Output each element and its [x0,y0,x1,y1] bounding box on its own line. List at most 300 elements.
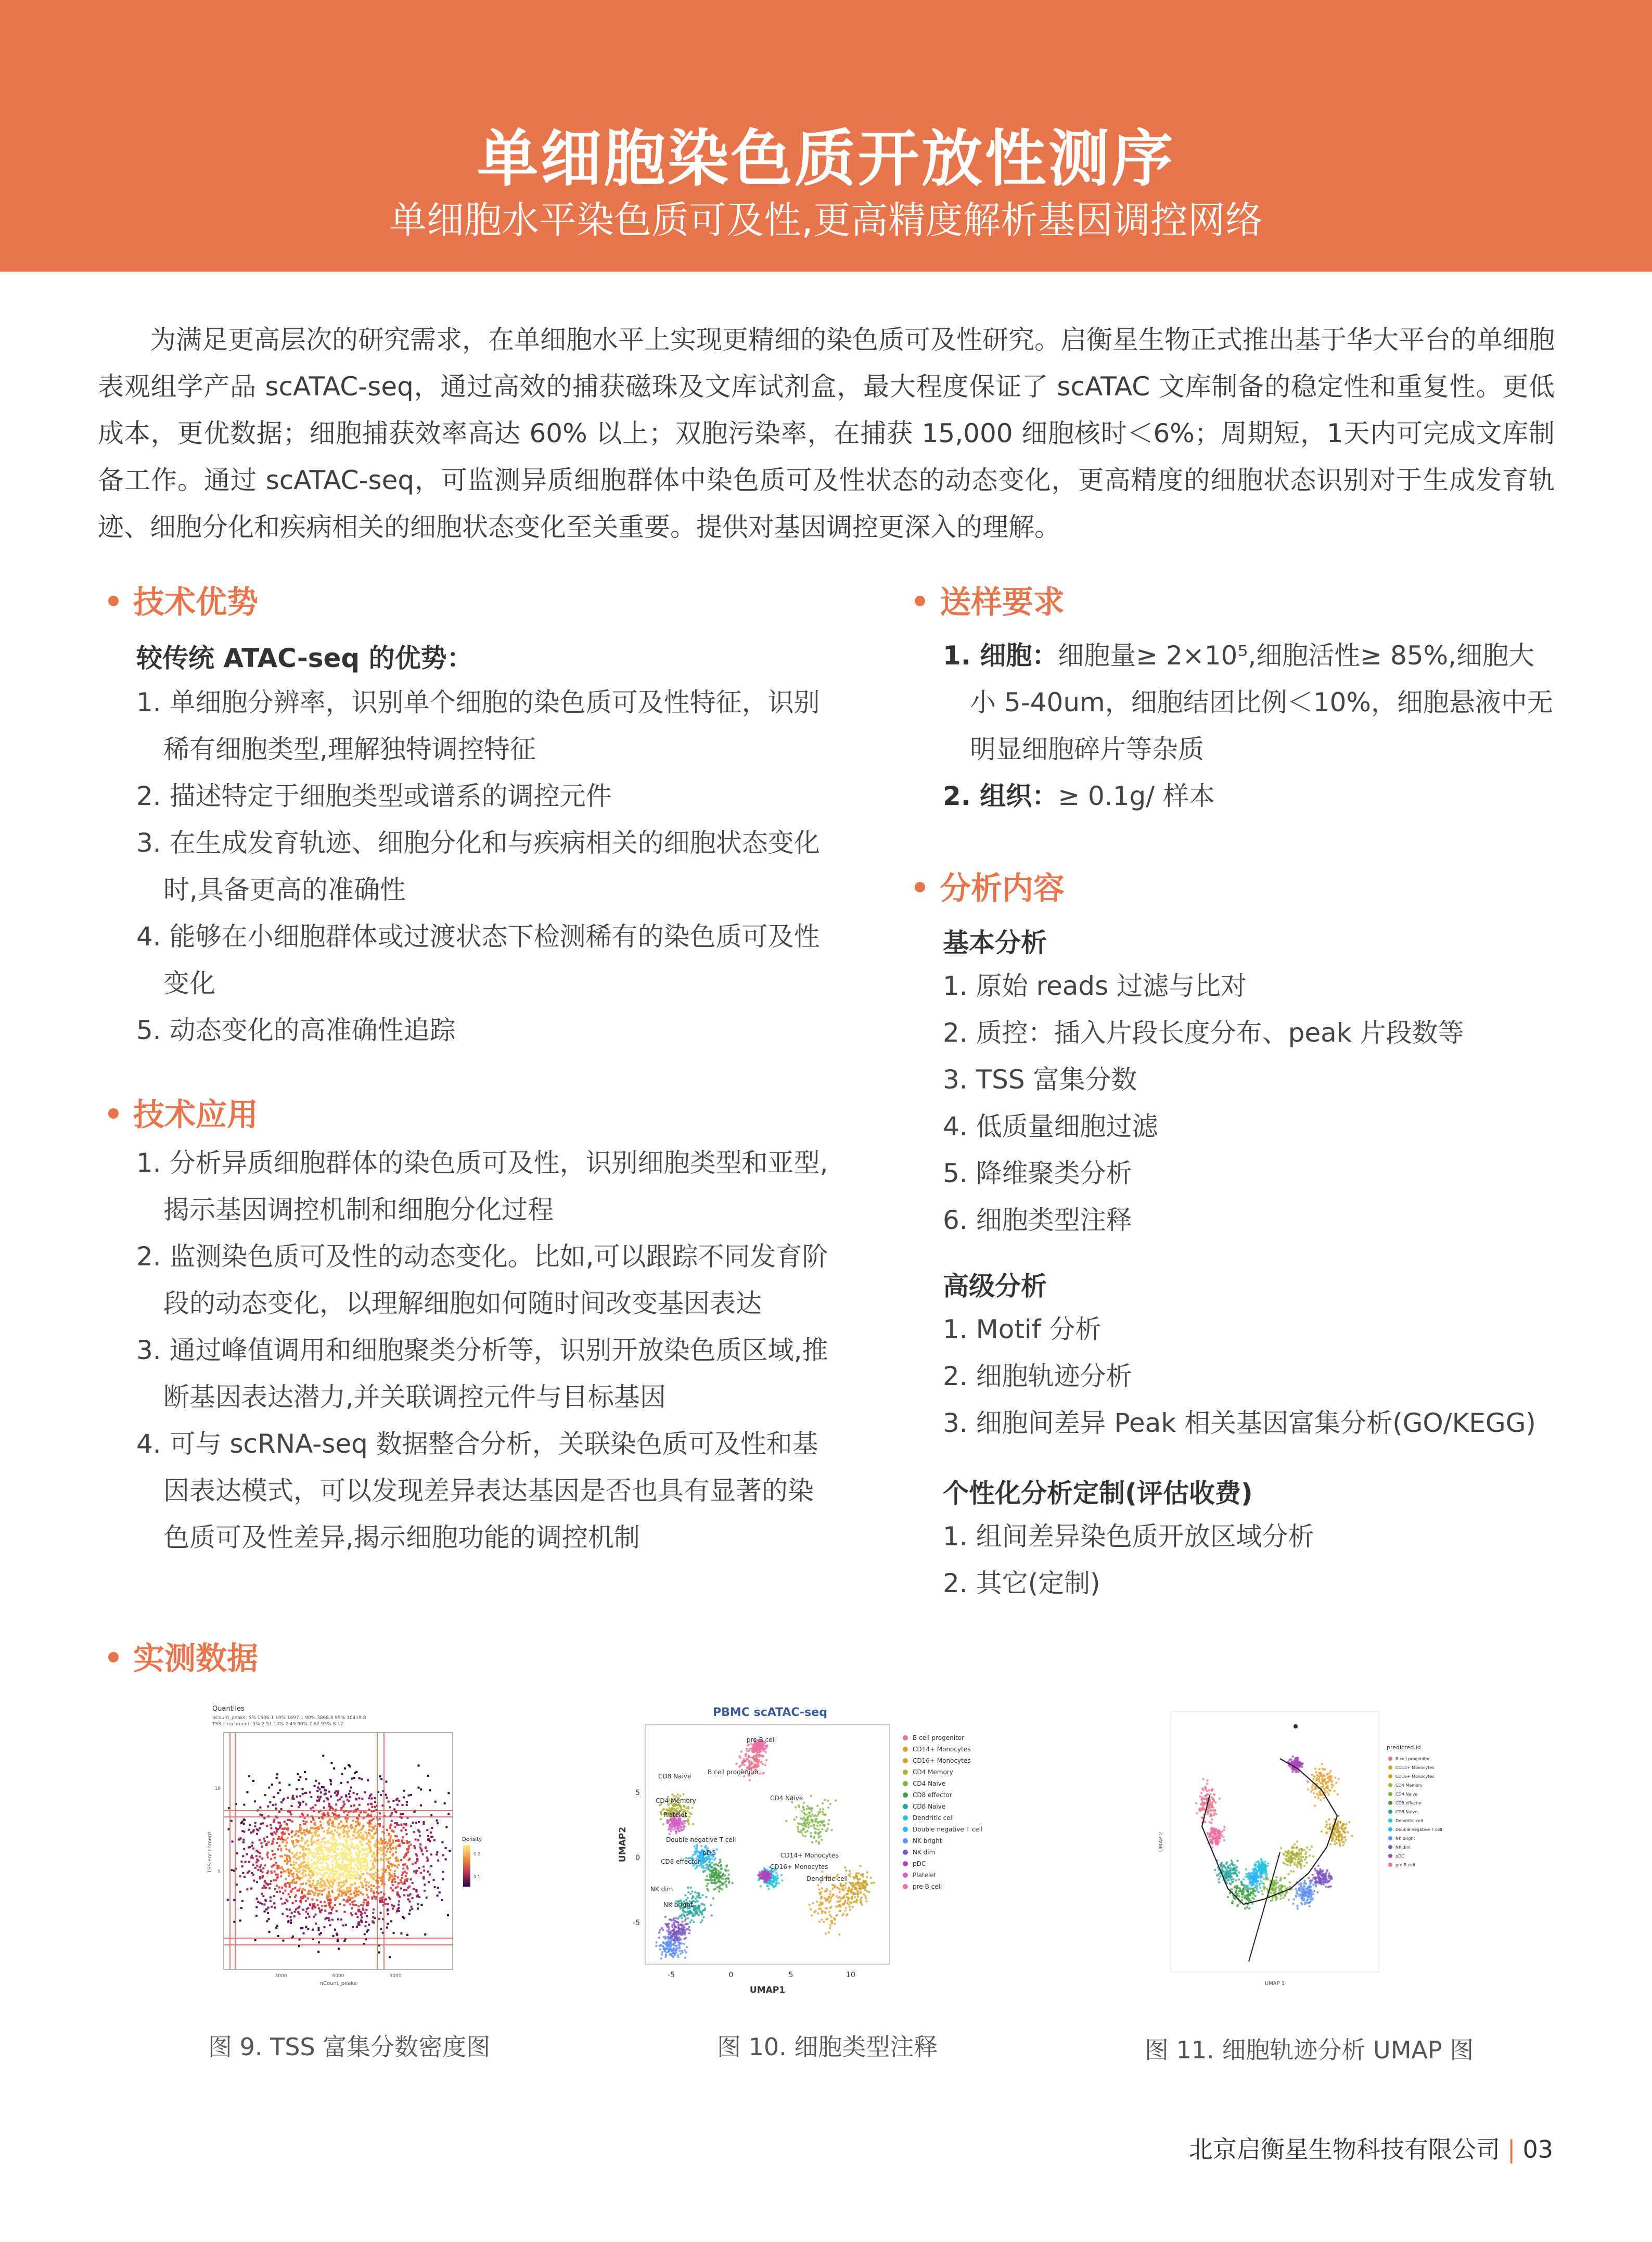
fig2-point [825,1890,827,1892]
fig1-point [341,1875,343,1877]
fig1-point [362,1886,364,1888]
fig1-point [396,1866,399,1868]
fig1-point [385,1898,387,1900]
fig1-point [321,1886,323,1888]
fig2-point [718,1890,720,1892]
list-item: 4. 低质量细胞过滤 [943,1111,1158,1142]
list-item: 1. 分析异质细胞群体的染色质可及性，识别细胞类型和亚型,揭示基因调控机制和细胞分化过程 [136,1148,828,1225]
fig1-point [402,1867,404,1869]
list-item: 2. 描述特定于细胞类型或谱系的调控元件 [136,781,612,811]
fig1-point [373,1852,375,1854]
fig1-point [445,1847,447,1849]
fig1-point [355,1821,357,1823]
fig1-point [415,1889,417,1891]
fig3-point [1234,1886,1236,1888]
list-item: 5. 动态变化的高准确性追踪 [136,1015,456,1045]
fig3-point [1219,1798,1221,1800]
fig1-point [339,1903,341,1905]
fig1-point [330,1913,332,1915]
fig1-point [338,1834,340,1836]
fig1-point [265,1908,267,1911]
fig3-point [1336,1828,1338,1830]
fig1-point [357,1894,360,1896]
fig2-point [705,1864,707,1866]
fig1-point [390,1843,392,1845]
fig1-point [328,1887,330,1889]
fig1-point [430,1814,432,1816]
fig1-point [360,1842,362,1844]
fig1-point [387,1910,389,1912]
fig2-cluster-label: Dendritic cell [806,1875,848,1882]
fig1-point [335,1847,337,1849]
fig2-point [683,1938,685,1940]
sample-list [943,632,1557,819]
fig1-point [445,1826,447,1828]
fig1-point [389,1851,391,1853]
fig1-point [379,1901,381,1903]
fig1-point [276,1830,278,1833]
fig1-point [361,1849,363,1851]
fig1-point [352,1820,354,1822]
fig1-point [266,1854,268,1856]
fig1-point [345,1796,348,1798]
fig1-point [299,1829,301,1831]
fig1-point [317,1880,319,1882]
fig3-point [1344,1836,1346,1838]
fig1-point [331,1822,333,1824]
fig2-point [672,1952,674,1954]
fig2-point [767,1888,770,1890]
fig1-point [340,1881,342,1884]
fig3-point [1257,1891,1259,1893]
fig1-point [409,1910,411,1912]
fig3-point [1236,1887,1238,1889]
fig1-point [300,1927,302,1929]
fig1-point [242,1839,245,1841]
fig2-point [818,1811,820,1813]
fig2-point [668,1928,670,1930]
fig2-point [670,1818,672,1821]
fig1-point [403,1889,405,1891]
fig1-point [352,1904,354,1906]
fig1-point [341,1894,343,1897]
fig1-point [442,1854,444,1856]
fig2-ylabel: UMAP2 [618,1826,628,1863]
fig2-point [673,1932,675,1934]
fig2-point [690,1887,692,1889]
fig1-point [406,1804,408,1806]
fig2-point [751,1749,753,1751]
fig1-point [345,1875,348,1877]
fig1-point [430,1853,432,1855]
fig2-point [765,1747,767,1749]
fig1-point [303,1866,305,1868]
fig3-point [1311,1774,1313,1776]
fig2-xtick: 5 [788,1971,793,1979]
fig3-point [1300,1857,1302,1860]
fig2-point [658,1931,660,1933]
fig1-point [323,1800,325,1802]
bullet-dot-icon [108,1108,119,1119]
fig2-legend-label: Dendritic cell [913,1814,954,1822]
fig2-point [836,1895,838,1897]
fig2-point [702,1871,705,1873]
fig2-point [829,1803,831,1805]
fig1-point [263,1904,265,1906]
fig1-point [236,1884,238,1886]
fig3-point [1286,1864,1288,1866]
fig1-point [429,1874,431,1876]
fig1-point [389,1857,391,1859]
fig1-point [279,1867,281,1869]
fig1-point [270,1827,272,1829]
fig1-point [357,1909,360,1911]
fig1-point [248,1775,250,1777]
fig3-point [1328,1823,1330,1825]
fig1-point [352,1827,354,1829]
fig3-point [1311,1786,1313,1788]
fig3-point [1321,1763,1323,1765]
fig1-point [400,1813,402,1815]
fig2-point [671,1926,673,1928]
fig1-point [278,1782,280,1784]
fig2-point [706,1885,708,1887]
fig1-point [331,1908,333,1911]
fig1-point [362,1884,364,1886]
fig1-point [299,1900,301,1902]
fig1-point [318,1846,321,1848]
fig1-point [397,1893,399,1895]
fig1-point [329,1873,331,1875]
fig1-point [350,1839,352,1841]
fig3-point [1239,1889,1241,1891]
fig1-point [402,1882,404,1885]
fig3-point [1339,1841,1341,1843]
fig2-point [765,1759,767,1761]
fig1-point [358,1886,360,1888]
fig1-point [360,1870,362,1872]
fig3-point [1213,1814,1215,1816]
fig1-point [405,1875,407,1877]
fig1-point [400,1859,402,1861]
fig1-point [369,1847,372,1849]
fig1-point [367,1866,369,1868]
fig1-xtick: 6000 [332,1974,344,1979]
fig1-point [227,1899,229,1901]
fig2-point [711,1862,713,1864]
fig3-point [1296,1846,1298,1848]
fig1-point [289,1886,291,1888]
fig1-point [269,1883,271,1885]
fig3-point [1341,1838,1343,1840]
fig2-point [803,1809,805,1811]
fig1-point [389,1806,391,1808]
fig2-point [835,1799,837,1801]
fig1-point [392,1864,394,1866]
fig1-point [361,1882,363,1884]
fig1-point [331,1879,333,1881]
fig1-point [366,1872,368,1874]
fig1-point [404,1882,406,1885]
fig1-point [246,1853,248,1855]
fig1-point [342,1844,344,1846]
fig1-point [363,1873,365,1875]
fig1-point [276,1877,278,1879]
fig2-point [696,1844,698,1846]
fig1-point [341,1849,343,1851]
fig3-point [1284,1895,1286,1897]
fig1-point [406,1872,408,1874]
fig1-point [271,1843,273,1845]
fig1-point [418,1896,420,1898]
fig1-point [311,1840,313,1842]
fig1-point [329,1779,331,1781]
fig2-point [817,1884,819,1886]
fig1-point [350,1847,352,1849]
fig2-legend-label: NK bright [913,1837,942,1844]
fig3-point [1280,1847,1282,1849]
fig2-point [821,1912,823,1914]
fig1-point [414,1847,416,1849]
fig1-point [299,1866,301,1868]
fig1-point [348,1800,350,1802]
fig2-point [756,1758,758,1760]
fig1-point [407,1899,409,1901]
fig2-point [711,1866,713,1868]
fig1-point [254,1939,257,1941]
fig1-point [428,1838,430,1840]
fig2-point [812,1902,814,1904]
fig2-point [819,1901,821,1903]
fig1-point [275,1927,277,1929]
fig1-point [326,1857,328,1860]
fig2-point [817,1912,819,1914]
fig1-point [388,1834,390,1836]
fig3-point [1337,1839,1339,1841]
fig2-point [854,1893,856,1895]
fig3-point [1326,1773,1328,1775]
fig1-point [315,1830,317,1832]
fig1-point [348,1891,350,1893]
fig1-point [442,1878,444,1880]
fig1-point [292,1798,294,1800]
fig3-point [1342,1841,1344,1843]
fig2-point [818,1888,821,1890]
fig2-cluster-label: CD8 effector [661,1858,700,1865]
fig2-point [688,1816,690,1818]
fig2-point [732,1882,734,1884]
fig1-point [291,1820,293,1822]
fig2-point [822,1802,824,1804]
fig2-point [655,1945,657,1947]
fig1-point [291,1805,293,1807]
fig2-point [856,1883,858,1885]
fig2-point [748,1760,750,1762]
fig2-legend-swatch [903,1758,908,1763]
fig2-point [810,1795,812,1797]
fig1-point [301,1889,303,1891]
fig1-point [328,1919,330,1921]
fig2-point [699,1852,701,1854]
fig1-point [324,1888,326,1890]
fig1-point [392,1889,394,1891]
fig1-point [400,1932,402,1934]
fig1-point [441,1841,443,1843]
fig1-point [317,1839,319,1841]
fig1-point [398,1910,400,1912]
fig1-point [279,1789,281,1791]
fig2-point [844,1901,846,1903]
fig3-point [1231,1888,1233,1890]
fig2-point [817,1813,819,1815]
fig2-point [750,1761,752,1763]
fig1-point [336,1876,338,1878]
fig1-point [415,1822,417,1824]
fig1-point [309,1884,311,1886]
list-item: 1. 组间差异染色质开放区域分析 [943,1521,1314,1552]
fig2-point [674,1920,676,1923]
fig1-point [364,1853,366,1855]
fig2-point [822,1808,824,1810]
fig2-point [771,1880,773,1882]
fig1-point [417,1839,419,1841]
fig1-point [394,1835,396,1837]
fig1-point [356,1916,358,1918]
fig1-point [314,1885,316,1887]
fig2-point [714,1857,716,1859]
fig2-point [810,1825,812,1827]
fig2-title: PBMC scATAC-seq [713,1706,827,1719]
fig1-point [335,1862,337,1864]
fig2-point [828,1819,830,1821]
fig1-point [301,1862,303,1864]
fig1-point [264,1840,266,1842]
fig1-point [342,1805,344,1808]
fig1-point [391,1881,393,1883]
fig1-point [267,1871,269,1873]
fig1-point [320,1791,322,1793]
fig1-point [263,1838,265,1840]
trajectory-umap-figure [1124,1701,1467,2014]
fig1-point [285,1878,287,1880]
fig1-point [256,1859,258,1861]
fig1-point [395,1840,397,1842]
fig2-point [800,1831,802,1834]
fig2-point [677,1917,679,1919]
fig1-point [322,1868,324,1871]
fig1-point [281,1855,283,1857]
fig1-point [243,1804,245,1806]
list-item: 2. 质控：插入片段长度分布、peak 片段数等 [943,1018,1464,1048]
fig3-point [1207,1809,1209,1811]
fig2-point [677,1793,679,1796]
fig1-point [289,1857,291,1860]
fig1-point [299,1804,301,1806]
fig3-point [1329,1775,1331,1777]
fig1-point [374,1917,376,1919]
fig1-point [299,1913,301,1915]
fig3-point [1208,1811,1210,1813]
fig1-point [355,1837,357,1839]
fig1-point [298,1779,300,1781]
fig1-point [313,1819,315,1821]
fig1-point [281,1868,284,1870]
fig1-point [318,1859,320,1861]
fig1-point [270,1858,272,1860]
fig2-point [815,1818,817,1820]
fig1-point [341,1886,343,1888]
fig1-point [431,1827,433,1829]
fig1-point [347,1835,349,1837]
fig1-point [371,1820,373,1822]
fig1-point [270,1833,272,1835]
fig2-point [702,1916,705,1918]
fig1-point [365,1881,367,1883]
fig3-point [1335,1782,1337,1784]
fig1-point [310,1808,312,1810]
fig1-point [228,1828,230,1830]
fig1-point [288,1784,290,1786]
fig2-point [682,1828,684,1830]
fig1-point [343,1884,345,1886]
fig3-point [1283,1877,1285,1879]
fig1-point [302,1788,304,1790]
fig1-point [319,1878,322,1880]
fig2-point [774,1877,776,1879]
fig1-point [395,1856,398,1859]
fig2-point [862,1874,864,1876]
fig2-point [692,1823,694,1825]
fig2-point [715,1871,717,1873]
fig1-point [400,1888,402,1890]
fig2-point [662,1941,664,1943]
fig1-point [351,1777,353,1779]
fig1-point [273,1796,275,1798]
fig1-point [238,1839,240,1841]
fig1-point [268,1918,270,1920]
fig1-point [288,1875,290,1877]
fig2-cluster-label: CD4 Memory [656,1797,696,1804]
fig2-point [728,1874,730,1876]
fig3-point [1283,1854,1285,1856]
fig1-point [325,1792,327,1795]
fig1-point [372,1912,374,1914]
fig1-point [282,1892,284,1894]
fig2-point [775,1882,777,1884]
fig2-point [669,1931,671,1933]
fig1-point [322,1755,324,1757]
fig1-point [406,1833,408,1835]
fig1-point [363,1837,365,1839]
fig3-point [1290,1855,1292,1857]
fig1-point [248,1861,250,1863]
fig2-point [663,1808,665,1810]
fig3-point [1305,1851,1307,1853]
fig2-point [697,1892,699,1894]
fig3-point [1212,1807,1214,1809]
fig1-point [403,1827,405,1829]
fig2-point [815,1840,817,1842]
fig1-point [350,1824,352,1826]
fig1-point [357,1846,360,1848]
fig1-point [312,1907,314,1910]
fig2-point [684,1957,686,1959]
fig1-point [310,1890,312,1892]
fig1-point [417,1894,419,1897]
fig2-point [707,1879,709,1881]
fig3-point [1326,1777,1328,1779]
fig2-legend-swatch [903,1884,908,1889]
